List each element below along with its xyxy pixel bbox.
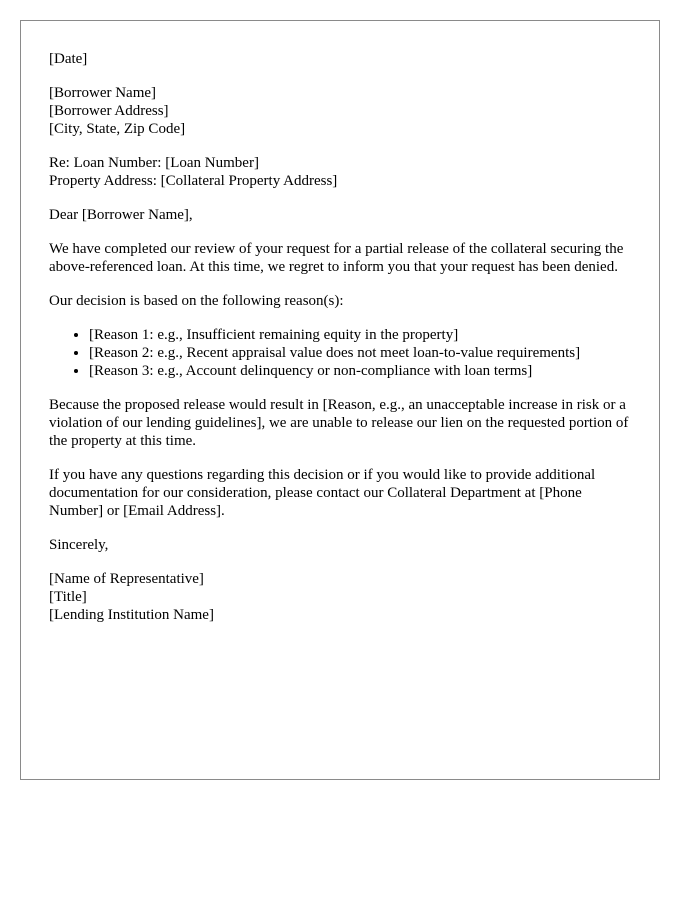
- letter-date: [Date]: [49, 51, 88, 67]
- contact-paragraph: If you have any questions regarding this decision or if you would like to provide additional documentation for our consideration, please contact our Collateral Department at [Phone Number] or [Email Address].: [49, 467, 596, 519]
- list-item: • [Reason 3: e.g., Account delinquency or non-compliance with loan terms]: [89, 362, 631, 380]
- reference-block: [49, 154, 631, 190]
- signer-institution: [Lending Institution Name]: [49, 607, 214, 623]
- date-block: [49, 50, 631, 68]
- salutation: Dear [Borrower Name],: [49, 207, 193, 223]
- closing: Sincerely,: [49, 537, 109, 553]
- letter-page: [20, 20, 660, 780]
- salutation-block: [49, 206, 631, 224]
- reasons-intro-paragraph: Our decision is based on the following reason(s):: [49, 293, 344, 309]
- signature-block: [49, 570, 631, 624]
- recipient-city-state-zip: [City, State, Zip Code]: [49, 121, 186, 137]
- explanation-paragraph: Because the proposed release would result in [Reason, e.g., an unacceptable increase in risk or a violation of our lending guidelines], we are unable to release our lien on the requested portion of the property at this time.: [49, 397, 629, 449]
- loan-number-line: Re: Loan Number: [Loan Number]: [49, 155, 259, 171]
- signer-name: [Name of Representative]: [49, 571, 204, 587]
- reasons-list: [49, 326, 631, 380]
- intro-paragraph: We have completed our review of your request for a partial release of the collateral securing the above-referenced loan. At this time, we regret to inform you that your request has been denied.: [49, 241, 624, 275]
- property-address-line: Property Address: [Collateral Property Address]: [49, 173, 338, 189]
- recipient-address: [Borrower Address]: [49, 103, 169, 119]
- recipient-address-block: [49, 84, 631, 138]
- closing-block: [49, 536, 631, 554]
- signer-title: [Title]: [49, 589, 87, 605]
- list-item: • [Reason 2: e.g., Recent appraisal value does not meet loan-to-value requirements]: [89, 344, 631, 362]
- list-item: • [Reason 1: e.g., Insufficient remaining equity in the property]: [89, 326, 631, 344]
- recipient-name: [Borrower Name]: [49, 85, 157, 101]
